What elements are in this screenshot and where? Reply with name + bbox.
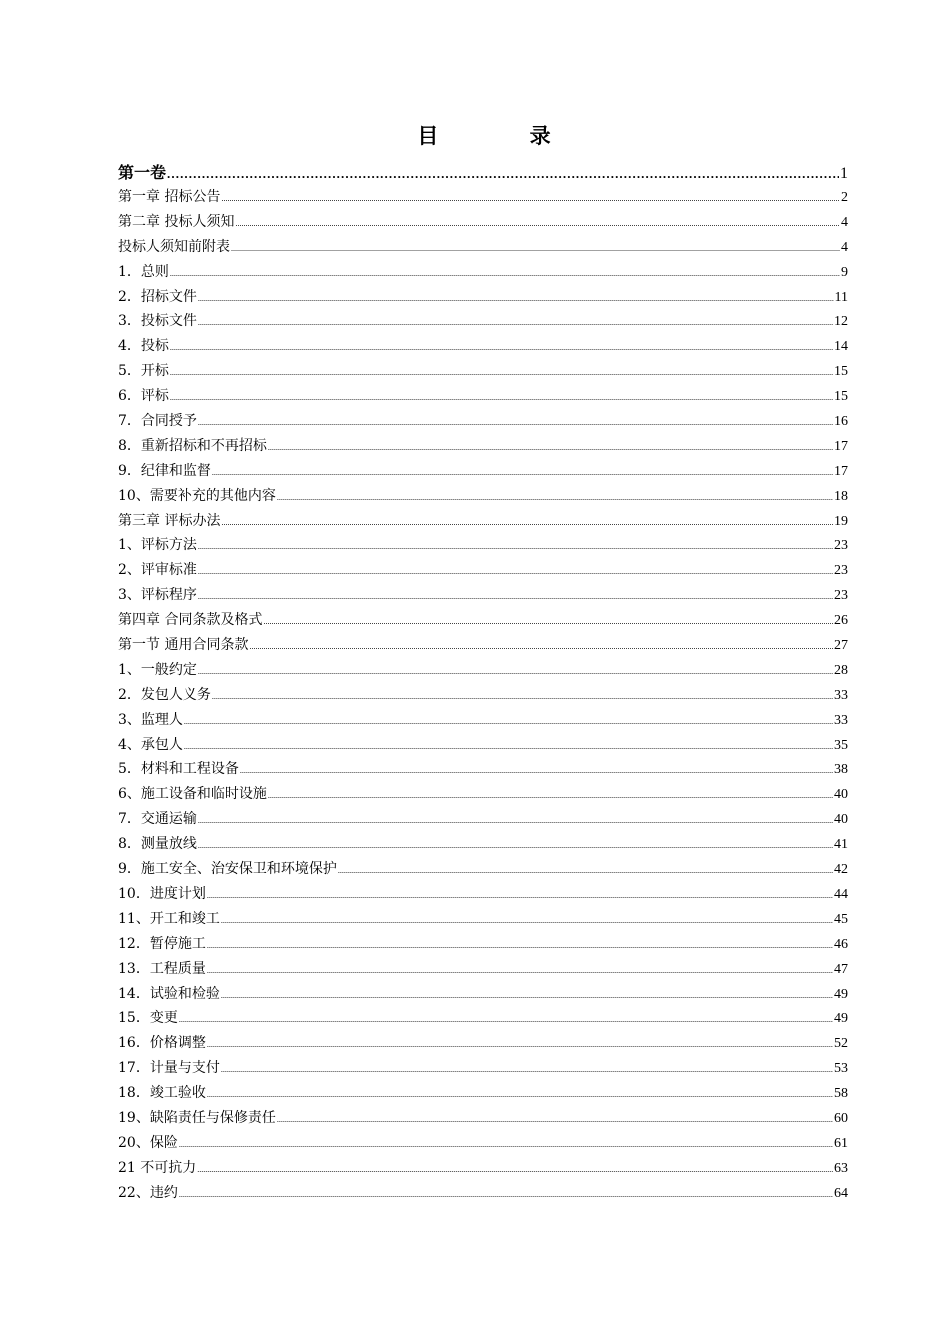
toc-dot-leader [338,859,833,884]
toc-entry[interactable] [118,633,848,658]
toc-entry[interactable] [118,1056,848,1081]
toc-page-number: 63 [834,1160,848,1176]
toc-dot-leader [221,187,840,212]
toc-page-number: 46 [834,936,848,952]
toc-dot-leader [197,1158,833,1183]
toc-entry-text: 8．测量放线 [118,836,197,853]
toc-entry-text: 2．招标文件 [118,288,197,305]
toc-entry[interactable] [118,733,848,758]
toc-dot-leader [277,486,833,511]
toc-dot-leader [212,685,833,710]
toc-entry-text: 第一节 通用合同条款 [118,637,249,654]
toc-page-number: 33 [834,712,848,728]
toc-entry[interactable] [118,1156,848,1181]
toc-entry-text: 18．竣工验收 [118,1085,206,1102]
toc-entry-text: 6、施工设备和临时设施 [118,786,267,803]
toc-page-number: 28 [834,662,848,678]
toc-page-number: 40 [834,812,848,828]
toc-entry-text: 22、违约 [118,1184,178,1201]
toc-entry[interactable] [118,957,848,982]
toc-page-number: 49 [834,986,848,1002]
toc-dot-leader [221,984,833,1009]
toc-list [118,161,848,1206]
toc-page-number: 4 [841,239,848,255]
toc-entry-text: 7．交通运输 [118,811,197,828]
toc-entry[interactable] [118,484,848,509]
toc-entry[interactable] [118,509,848,534]
toc-entry-text: 10、需要补充的其他内容 [118,487,276,504]
toc-page-number: 45 [834,911,848,927]
toc-entry-text: 1．总则 [118,263,169,280]
toc-page-number: 42 [834,862,848,878]
toc-entry-text: 第一卷 [118,163,167,182]
toc-entry-text: 第二章 投标人须知 [118,213,235,230]
toc-dot-leader [198,287,834,312]
toc-entry[interactable] [118,409,848,434]
toc-page-number: 1 [840,165,848,182]
toc-dot-leader [198,411,833,436]
toc-dot-leader [240,759,833,784]
toc-dot-leader [277,1108,833,1133]
toc-entry[interactable] [118,832,848,857]
toc-entry[interactable] [118,1031,848,1056]
toc-page-number: 44 [834,886,848,902]
toc-dot-leader [207,1083,833,1108]
toc-entry[interactable] [118,1006,848,1031]
toc-entry-text: 20、保险 [118,1134,178,1151]
toc-entry-text: 3．投标文件 [118,313,197,330]
toc-entry-text: 第四章 合同条款及格式 [118,612,263,629]
toc-entry-text: 5．开标 [118,363,169,380]
toc-entry[interactable] [118,434,848,459]
toc-entry-text: 2、评审标准 [118,562,197,579]
toc-entry-text: 21 不可抗力 [118,1159,197,1176]
toc-entry[interactable] [118,683,848,708]
toc-entry-text: 第三章 评标办法 [118,512,221,529]
toc-page-number: 41 [834,837,848,853]
toc-entry-text: 10．进度计划 [118,885,206,902]
toc-dot-leader [207,884,833,909]
toc-entry-text: 6．评标 [118,388,169,405]
toc-page-number: 14 [834,339,848,355]
toc-entry[interactable] [118,285,848,310]
toc-dot-leader [198,834,833,859]
toc-entry[interactable] [118,583,848,608]
toc-entry[interactable] [118,932,848,957]
toc-entry[interactable] [118,185,848,210]
toc-dot-leader [207,1033,833,1058]
toc-page-number: 33 [834,687,848,703]
toc-entry[interactable] [118,907,848,932]
toc-dot-leader [263,610,833,635]
toc-dot-leader [207,934,833,959]
toc-dot-leader [198,660,833,685]
toc-dot-leader [268,784,833,809]
toc-page-number: 11 [834,289,848,305]
toc-dot-leader [179,1008,833,1033]
toc-entry-text: 5．材料和工程设备 [118,761,239,778]
toc-entry-text: 2．发包人义务 [118,686,211,703]
toc-entry[interactable] [118,708,848,733]
toc-entry[interactable] [118,807,848,832]
toc-dot-leader [184,735,833,760]
toc-page-number: 17 [834,463,848,479]
toc-dot-leader [212,461,833,486]
toc-entry-text: 14．试验和检验 [118,985,220,1002]
toc-page-number: 49 [834,1011,848,1027]
toc-entry[interactable] [118,459,848,484]
toc-volume-entry[interactable] [118,161,848,185]
toc-entry[interactable] [118,1131,848,1156]
toc-entry-text: 9．纪律和监督 [118,462,211,479]
toc-dot-leader [170,386,833,411]
toc-entry[interactable] [118,235,848,260]
toc-dot-leader [249,635,833,660]
toc-entry-text: 19、缺陷责任与保修责任 [118,1109,276,1126]
toc-dot-leader [170,262,840,287]
toc-dot-leader [170,336,833,361]
toc-page-number: 64 [834,1185,848,1201]
toc-page-number: 15 [834,389,848,405]
toc-page-number: 17 [834,438,848,454]
toc-dot-leader [198,585,833,610]
toc-entry[interactable] [118,982,848,1007]
toc-page-number: 26 [834,613,848,629]
toc-entry[interactable] [118,334,848,359]
toc-dot-leader [221,511,833,536]
toc-entry[interactable] [118,210,848,235]
toc-entry-text: 4．投标 [118,338,169,355]
toc-entry-text: 8．重新招标和不再招标 [118,437,267,454]
toc-page-number: 61 [834,1135,848,1151]
toc-dot-leader [231,237,840,262]
toc-dot-leader [167,162,839,186]
toc-entry[interactable] [118,309,848,334]
toc-entry-text: 投标人须知前附表 [118,238,230,255]
toc-entry[interactable] [118,608,848,633]
toc-page-number: 23 [834,588,848,604]
toc-page-number: 58 [834,1086,848,1102]
toc-entry-text: 16．价格调整 [118,1035,206,1052]
toc-page-number: 27 [834,638,848,654]
toc-entry-text: 1、一般约定 [118,661,197,678]
toc-dot-leader [198,560,833,585]
toc-entry-text: 3、监理人 [118,711,183,728]
toc-page-number: 23 [834,563,848,579]
toc-entry[interactable] [118,782,848,807]
toc-entry[interactable] [118,384,848,409]
toc-dot-leader [221,1058,833,1083]
toc-page-number: 52 [834,1036,848,1052]
toc-dot-leader [198,809,833,834]
toc-page-number: 23 [834,538,848,554]
toc-entry[interactable] [118,857,848,882]
toc-entry[interactable] [118,757,848,782]
toc-page-number: 60 [834,1110,848,1126]
toc-page-number: 19 [834,513,848,529]
toc-dot-leader [207,959,833,984]
toc-entry[interactable] [118,1081,848,1106]
toc-entry-text: 15．变更 [118,1010,178,1027]
toc-entry[interactable] [118,260,848,285]
toc-entry[interactable] [118,1181,848,1206]
toc-page-number: 38 [834,762,848,778]
toc-dot-leader [221,909,833,934]
toc-page-number: 4 [841,214,848,230]
toc-entry[interactable] [118,558,848,583]
toc-entry-text: 3、评标程序 [118,587,197,604]
toc-entry-text: 11、开工和竣工 [118,910,220,927]
toc-entry[interactable] [118,533,848,558]
toc-page-number: 2 [841,190,848,205]
toc-page-number: 18 [834,488,848,504]
toc-page-number: 16 [834,414,848,430]
toc-entry[interactable] [118,359,848,384]
toc-page-number: 15 [834,364,848,380]
toc-entry[interactable] [118,1106,848,1131]
toc-dot-leader [170,361,833,386]
toc-entry-text: 第一章 招标公告 [118,189,221,205]
toc-entry-text: 17．计量与支付 [118,1060,220,1077]
toc-entry-text: 7．合同授予 [118,413,197,430]
toc-title: 目 录 [417,123,593,148]
toc-dot-leader [184,710,833,735]
toc-dot-leader [198,535,833,560]
toc-dot-leader [235,212,840,237]
toc-page-number: 53 [834,1061,848,1077]
toc-dot-leader [179,1133,833,1158]
toc-page-number: 47 [834,961,848,977]
toc-page-number: 12 [834,314,848,330]
toc-page-number: 35 [834,737,848,753]
toc-entry-text: 13．工程质量 [118,960,206,977]
toc-page-number: 40 [834,787,848,803]
toc-dot-leader [179,1183,833,1208]
toc-entry[interactable] [118,658,848,683]
toc-entry[interactable] [118,882,848,907]
toc-dot-leader [198,311,833,336]
toc-entry-text: 1、评标方法 [118,537,197,554]
toc-page-number: 9 [841,264,848,280]
toc-entry-text: 4、承包人 [118,736,183,753]
toc-entry-text: 12．暂停施工 [118,935,206,952]
toc-entry-text: 9．施工安全、治安保卫和环境保护 [118,861,337,878]
toc-dot-leader [268,436,833,461]
